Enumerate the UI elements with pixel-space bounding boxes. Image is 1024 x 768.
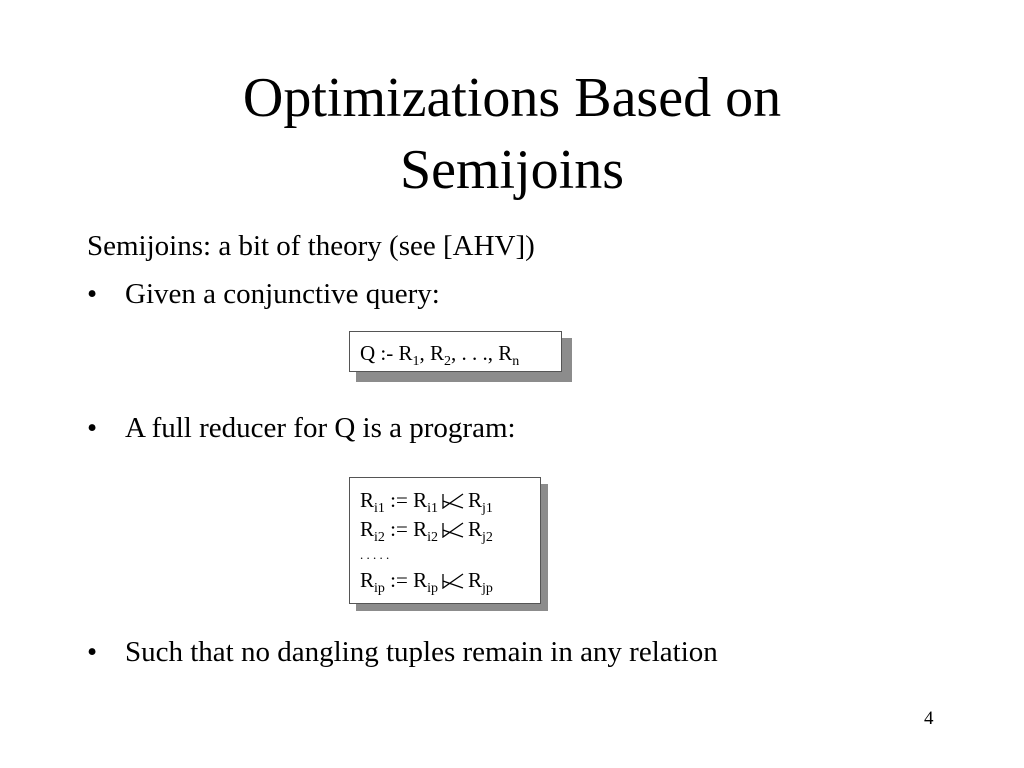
query-text: Q :- R [360,341,413,365]
slide-title [0,62,1024,206]
title-line-2: Semijoins [399,139,625,201]
left-semijoin-icon [442,522,464,538]
program-row: $R_{i2}$ := $R_{i2}$ $R_{j2}$ [360,517,493,545]
query-box-content [349,331,562,372]
bullet-icon: • [87,412,98,444]
bullet-text: A full reducer for Q is a program: [125,412,516,444]
query-text: , . . ., R [451,341,513,365]
bullet-text: Such that no dangling tuples remain in any relation [125,636,718,668]
query-sub: 2 [444,354,452,369]
bullet-icon: • [87,278,98,310]
query-box [349,331,565,375]
program-box-content [349,477,541,604]
program-row: $R_{ip}$ := $R_{ip}$ $R_{jp}$ [360,568,493,596]
bullet-icon: • [87,636,98,668]
intro-text: Semijoins: a bit of theory (see [AHV]) [87,230,535,262]
left-semijoin-icon [442,573,464,589]
bullet-text: Given a conjunctive query: [125,278,440,310]
title-line-1: Optimizations Based on [242,67,782,129]
left-semijoin-icon [442,493,464,509]
query-sub: 1 [412,354,420,369]
query-sub: n [512,354,520,369]
query-text: , R [419,341,445,365]
program-row: $R_{i1}$ := $R_{i1}$ $R_{j1}$ [360,488,493,516]
program-box [349,477,541,604]
program-ellipsis: . . . . . [360,547,390,562]
page-number: 4 [924,708,934,729]
